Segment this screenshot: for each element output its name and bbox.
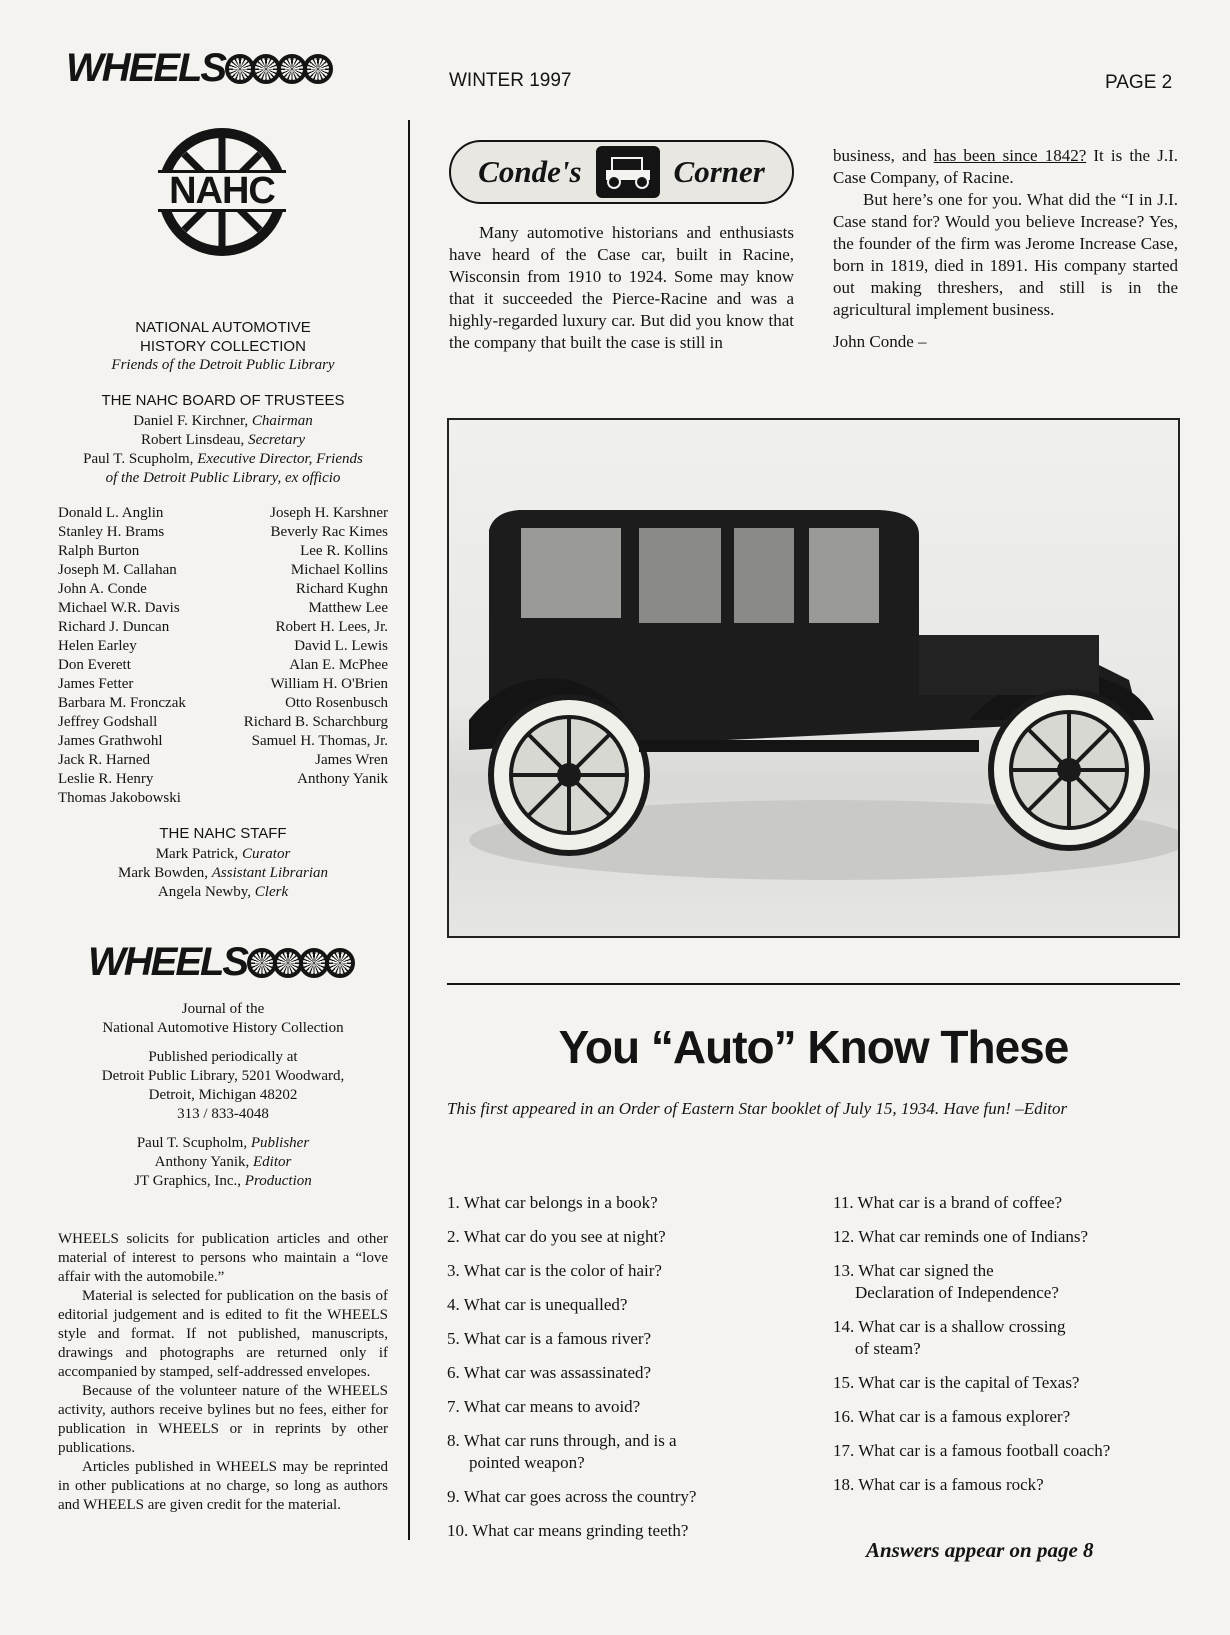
quiz-question xyxy=(833,1260,1178,1304)
officer-line: Paul T. Scupholm, Executive Director, Friends xyxy=(83,451,363,467)
quiz-question-line: 8. What car runs through, and is a xyxy=(447,1431,677,1450)
quiz-question xyxy=(447,1328,787,1350)
notice-paragraph: Material is selected for publication on the basis of editorial judgement and is edited to fit the WHEELS style and format. If not published, manuscripts, drawings and photographs are returned only if accompanied by stamped, self-addressed envelopes. xyxy=(58,1288,388,1380)
staff-list xyxy=(58,845,388,902)
trustee-name: Stanley H. Brams xyxy=(58,524,165,540)
quiz-question-line: 13. What car signed the xyxy=(833,1261,994,1280)
trustee-name: John A. Conde xyxy=(58,581,147,597)
quiz-title: You “Auto” Know These xyxy=(558,1021,1069,1073)
case-car-photo xyxy=(447,418,1180,938)
trustee-name: William H. O'Brien xyxy=(270,676,388,692)
trustee-name: Ralph Burton xyxy=(58,543,140,559)
quiz-question-line: 14. What car is a shallow crossing xyxy=(833,1317,1066,1336)
trustee-name: Leslie R. Henry xyxy=(58,771,154,787)
staff-heading: THE NAHC STAFF xyxy=(159,825,287,842)
trustee-name: Robert H. Lees, Jr. xyxy=(275,619,388,635)
page-number: PAGE 2 xyxy=(1105,72,1173,93)
notice-paragraph: Articles published in WHEELS may be reprinted in other publications at no charge, so long as authors and WHEELS are given credit for the material. xyxy=(58,1459,388,1513)
credit-line: JT Graphics, Inc., Production xyxy=(134,1173,312,1189)
published-line: Detroit, Michigan 48202 xyxy=(148,1087,298,1103)
wheels-icon xyxy=(229,54,333,84)
quiz-questions-right xyxy=(833,1192,1178,1508)
trustee-name: James Fetter xyxy=(58,676,134,692)
quiz-question-line: 11. What car is a brand of coffee? xyxy=(833,1193,1063,1212)
staff-line: Mark Patrick, Curator xyxy=(155,846,291,862)
vintage-car-icon xyxy=(596,146,660,198)
quiz-question-line: of steam? xyxy=(855,1339,921,1358)
trustee-name: Barbara M. Fronczak xyxy=(58,695,186,711)
quiz-question-line: 3. What car is the color of hair? xyxy=(447,1261,662,1280)
staff-line: Angela Newby, Clerk xyxy=(157,884,289,900)
trustee-name: Thomas Jakobowski xyxy=(58,790,181,806)
quiz-question xyxy=(833,1474,1178,1496)
trustee-name: Donald L. Anglin xyxy=(58,505,164,521)
officer-line: Daniel F. Kirchner, Chairman xyxy=(133,413,313,429)
trustee-name: Samuel H. Thomas, Jr. xyxy=(251,733,388,749)
journal-info xyxy=(58,1000,388,1191)
published-line: Published periodically at xyxy=(148,1049,298,1065)
wheels-journal-logo xyxy=(88,940,355,985)
trustee-name: Jack R. Harned xyxy=(58,752,151,768)
quiz-question xyxy=(447,1362,787,1384)
notice-paragraph: WHEELS solicits for publication articles and other material of interest to persons who maintain a “love affair with the automobile.” xyxy=(58,1231,388,1285)
officer-line: Robert Linsdeau, Secretary xyxy=(141,432,305,448)
nahc-badge xyxy=(154,124,290,260)
quiz-question-line: 1. What car belongs in a book? xyxy=(447,1193,658,1212)
quiz-question-line: 5. What car is a famous river? xyxy=(447,1329,652,1348)
quiz-question-line: Declaration of Independence? xyxy=(855,1283,1059,1302)
officer-line: of the Detroit Public Library, ex officio xyxy=(105,470,341,486)
trustee-name: Matthew Lee xyxy=(308,600,388,616)
quiz-question xyxy=(833,1192,1178,1214)
sidebar xyxy=(58,318,388,902)
banner-title-right: Corner xyxy=(673,154,765,189)
quiz-question-line: 6. What car was assassinated? xyxy=(447,1363,652,1382)
credit-line: Anthony Yanik, Editor xyxy=(154,1154,292,1170)
trustee-name: James Wren xyxy=(315,752,388,768)
trustees-right-column xyxy=(244,504,388,808)
trustee-name: Jeffrey Godshall xyxy=(58,714,158,730)
board-heading: THE NAHC BOARD OF TRUSTEES xyxy=(101,392,345,409)
quiz-question-line: 15. What car is the capital of Texas? xyxy=(833,1373,1080,1392)
rear-wheel-icon xyxy=(491,697,647,853)
trustee-name: Don Everett xyxy=(58,657,131,673)
trustee-name: Michael Kollins xyxy=(290,562,388,578)
trustee-name: Anthony Yanik xyxy=(297,771,388,787)
submission-notice xyxy=(58,1230,388,1515)
officers-list xyxy=(58,412,388,488)
quiz-question-line: 10. What car means grinding teeth? xyxy=(447,1521,689,1540)
author-signature: John Conde – xyxy=(833,332,927,351)
quiz-intro: This first appeared in an Order of Eastern Star booklet of July 15, 1934. Have fun! –Editor xyxy=(447,1099,1068,1118)
trustee-name: Joseph M. Callahan xyxy=(58,562,177,578)
quiz-question-line: 12. What car reminds one of Indians? xyxy=(833,1227,1089,1246)
trustee-name: Otto Rosenbusch xyxy=(285,695,388,711)
trustee-name: Helen Earley xyxy=(58,638,137,654)
quiz-question-line: 2. What car do you see at night? xyxy=(447,1227,666,1246)
org-name-1: NATIONAL AUTOMOTIVE xyxy=(135,319,311,336)
org-friends: Friends of the Detroit Public Library xyxy=(111,357,335,373)
paragraph-continued: business, and has been since 1842? It is the J.I. Case Company, of Racine. xyxy=(833,146,1178,187)
staff-line: Mark Bowden, Assistant Librarian xyxy=(117,865,329,881)
quiz-question xyxy=(833,1226,1178,1248)
trustee-name: Richard J. Duncan xyxy=(58,619,170,635)
trustee-name: Richard Kughn xyxy=(295,581,388,597)
quiz-question-line: 4. What car is unequalled? xyxy=(447,1295,628,1314)
trustees-left-column xyxy=(58,504,186,808)
nahc-badge-text: NAHC xyxy=(169,170,275,212)
quiz-question xyxy=(447,1430,787,1474)
notice-paragraph: Because of the volunteer nature of the WHEELS activity, authors receive bylines but no fees, either for publication in WHEELS or in reprints by other publications. xyxy=(58,1383,388,1456)
trustee-name: Richard B. Scharchburg xyxy=(243,714,388,730)
wheels-icon xyxy=(251,948,355,978)
trustee-name: Alan E. McPhee xyxy=(289,657,388,673)
trustee-name: David L. Lewis xyxy=(294,638,388,654)
quiz-question-line: 9. What car goes across the country? xyxy=(447,1487,697,1506)
quiz-question xyxy=(833,1316,1178,1360)
condes-corner-paragraph-1: Many automotive historians and enthusiasts have heard of the Case car, built in Racine, Wisconsin from 1910 to 1924. Some may know that it succeeded the Pierce-Racine and was a highly-regarded luxury car. But did you know that the company that built the case is still in xyxy=(449,223,794,352)
quiz-question-line: 18. What car is a famous rock? xyxy=(833,1475,1044,1494)
quiz-question xyxy=(447,1294,787,1316)
quiz-question xyxy=(447,1486,787,1508)
quiz-questions-left xyxy=(447,1192,787,1554)
published-line: Detroit Public Library, 5201 Woodward, xyxy=(101,1068,345,1084)
issue-date: WINTER 1997 xyxy=(449,70,572,91)
vintage-sedan-image xyxy=(449,420,1180,938)
answers-note: Answers appear on page 8 xyxy=(866,1538,1094,1562)
condes-corner-banner xyxy=(449,140,794,204)
trustee-name: Michael W.R. Davis xyxy=(58,600,180,616)
trustee-name: Lee R. Kollins xyxy=(300,543,388,559)
column-divider xyxy=(408,120,410,1540)
quiz-question xyxy=(447,1192,787,1214)
published-line: 313 / 833-4048 xyxy=(177,1106,269,1122)
trustee-name: James Grathwohl xyxy=(58,733,163,749)
journal-line: Journal of the xyxy=(181,1001,265,1017)
wheels-logo-text: WHEELS xyxy=(66,46,226,90)
condes-corner-paragraph-2: But here’s one for you. What did the “I in J.I. Case stand for? Would you believe Increase? Yes, the founder of the firm was Jerome Increase Case, born in 1819, died in 1891. His company started out making threshers, and still is in the agricultural implement business. xyxy=(833,190,1178,319)
condes-corner-continued xyxy=(833,145,1178,353)
quiz-question xyxy=(833,1440,1178,1462)
credit-line: Paul T. Scupholm, Publisher xyxy=(136,1135,310,1151)
section-rule xyxy=(447,983,1180,985)
quiz-question-line: pointed weapon? xyxy=(469,1453,585,1472)
banner-title-left: Conde's xyxy=(478,154,582,189)
journal-line: National Automotive History Collection xyxy=(102,1020,344,1036)
org-name-2: HISTORY COLLECTION xyxy=(140,338,306,355)
quiz-question xyxy=(447,1260,787,1282)
front-wheel-icon xyxy=(991,692,1147,848)
quiz-question xyxy=(447,1396,787,1418)
trustee-name: Joseph H. Karshner xyxy=(270,505,388,521)
quiz-question xyxy=(833,1406,1178,1428)
trustee-name: Beverly Rac Kimes xyxy=(270,524,388,540)
wheels-logo-text: WHEELS xyxy=(88,940,248,984)
trustees-list xyxy=(58,504,388,808)
quiz-question-line: 7. What car means to avoid? xyxy=(447,1397,641,1416)
quiz-question xyxy=(447,1520,787,1542)
quiz-question xyxy=(447,1226,787,1248)
quiz-question xyxy=(833,1372,1178,1394)
quiz-question-line: 16. What car is a famous explorer? xyxy=(833,1407,1071,1426)
wheels-logo xyxy=(66,46,333,91)
quiz-question-line: 17. What car is a famous football coach? xyxy=(833,1441,1111,1460)
